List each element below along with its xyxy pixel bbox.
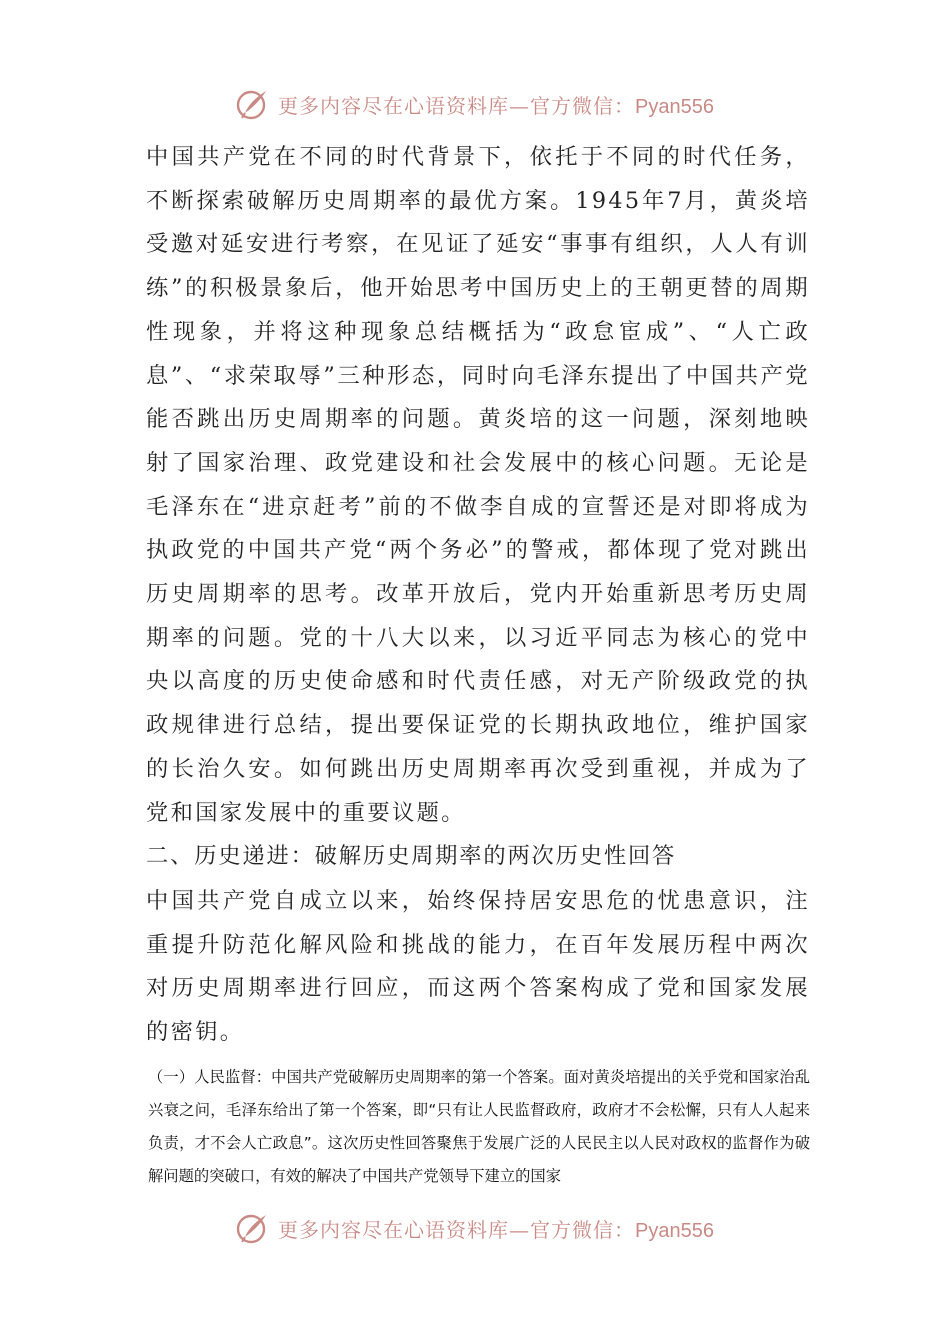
footer-banner [0, 1206, 950, 1250]
document-body [146, 136, 810, 1193]
paragraph-2: 中国共产党自成立以来，始终保持居安思危的忧患意识，注重提升防范化解风险和挑战的能力，在百年发展历程中两次对历史周期率进行回应，而这两个答案构成了党和国家发展的密钥。 [146, 887, 810, 1046]
paragraph-1: 中国共产党在不同的时代背景下，依托于不同的时代任务，不断探索破解历史周期率的最优方案。1945年7月，黄炎培受邀对延安进行考察，在见证了延安“事事有组织，人人有训练”的积极景象后，他开始思考中国历史上的王朝更替的周期性现象，并将这种现象总结概括为“政怠宦成”、“人亡政息”、“求荣取辱”三种形态，同时向毛泽东提出了中国共产党能否跳出历史周期率的问题。黄炎培的这一问题，深刻地映射了国家治理、政党建设和社会发展中的核心问题。无论是毛泽东在“进京赶考”前的不做李自成的宣誓还是对即将成为执政党的中国共产党“两个务必”的警戒，都体现了党对跳出历史周期率的思考。改革开放后，党内开始重新思考历史周期率的问题。党的十八大以来，以习近平同志为核心的党中央以高度的历史使命感和时代责任感，对无产阶级政党的执政规律进行总结，提出要保证党的长期执政地位，维护国家的长治久安。如何跳出历史周期率再次受到重视，并成为了党和国家发展中的重要议题。 [146, 144, 810, 826]
header-wechat-id: Pyan556 [635, 95, 714, 118]
quill-logo-icon [236, 1210, 272, 1246]
quill-logo-icon [236, 86, 272, 122]
header-banner [0, 82, 950, 126]
header-banner-text: 更多内容尽在心语资料库—官方微信：Pyan556 [278, 93, 714, 118]
footer-banner-text: 更多内容尽在心语资料库—官方微信：Pyan556 [278, 1217, 714, 1242]
footer-wechat-id: Pyan556 [635, 1219, 714, 1242]
section-heading-2: 二、历史递进：破解历史周期率的两次历史性回答 [146, 843, 677, 870]
paragraph-3: （一）人民监督：中国共产党破解历史周期率的第一个答案。面对黄炎培提出的关乎党和国家治乱兴衰之问，毛泽东给出了第一个答案，即“只有让人民监督政府，政府才不会松懈，只有人人起来负责，才不会人亡政息”。这次历史性回答聚焦于发展广泛的人民民主以人民对政权的监督作为破解问题的突破口，有效的解决了中国共产党领导下建立的国家 [148, 1067, 810, 1185]
